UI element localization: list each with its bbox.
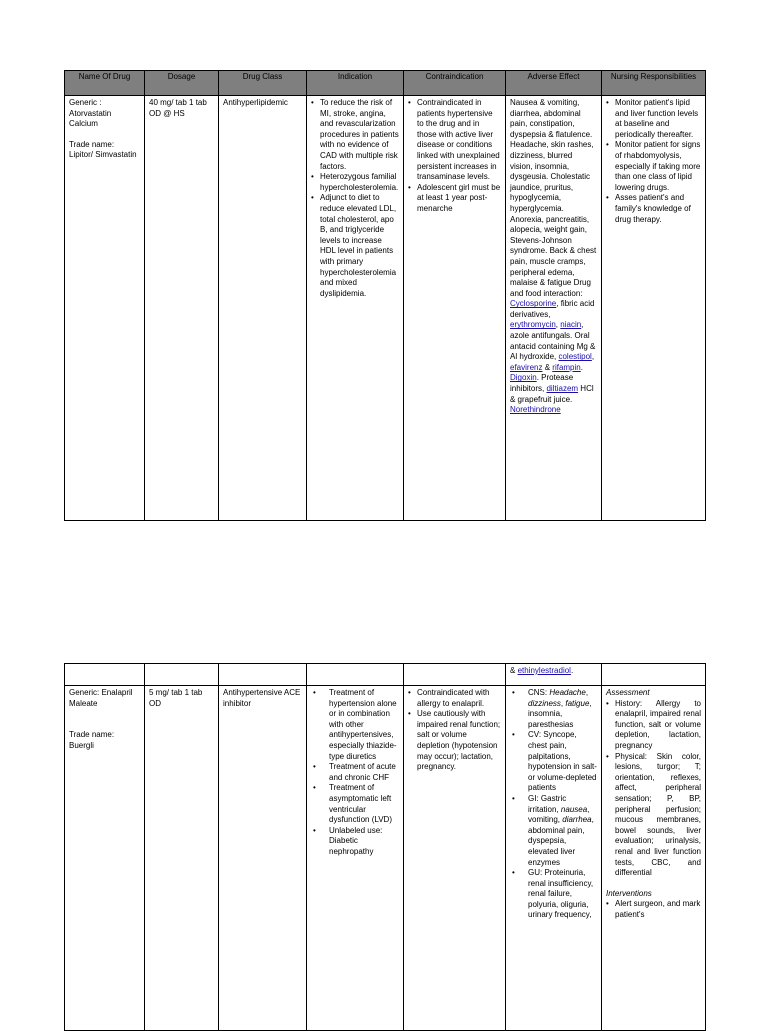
list-item: • CV: Syncope, chest pain, palpitations, hypotension in salt- or volume-depleted patients: [528, 730, 597, 794]
continuation-row: [65, 664, 706, 686]
list-item: • Monitor patient's lipid and liver function levels at baseline and periodically thereafter.: [615, 98, 701, 140]
adverse-text: , azole antifungals. Oral antacid containing Mg & Al hydroxide,: [510, 320, 596, 362]
link-rifampin[interactable]: rifampin: [552, 362, 581, 372]
table-row: [65, 686, 706, 1031]
cell-adverse-effect: [506, 686, 602, 1031]
link-niacin[interactable]: niacin: [560, 320, 582, 330]
adverse-text: CNS:: [528, 688, 548, 697]
header-indication: Indication: [307, 71, 404, 96]
list-item: • Contraindicated with allergy to enalapril.: [417, 688, 501, 709]
header-name-of-drug: Name Of Drug: [65, 71, 145, 96]
adverse-text: &: [544, 362, 551, 372]
header-nursing-responsibilities: Nursing Responsibilities: [602, 71, 706, 96]
empty-cell: [404, 664, 506, 686]
list-item: • Unlabeled use: Diabetic nephropathy: [329, 826, 399, 858]
adverse-text: Nausea & vomiting, diarrhea, abdominal pain, constipation, dyspepsia & flatulence. Headache, skin rashes, dizziness, blurred vision, insomnia, dysgeusia. Cholestatic jaundice, pruritus, hypoglycemia, hyperglycemia. Anorexia, pancreatitis, alopecia, weight gain, Stevens-Johnson syndrome. Back & chest pain, muscle cramps, peripheral edema, malaise & fatigue Drug and food interaction:: [510, 98, 597, 298]
link-norethindrone[interactable]: Norethindrone: [510, 405, 561, 415]
adverse-text: , vomiting,: [528, 804, 590, 825]
adverse-text: . Protease inhibitors,: [510, 373, 574, 394]
cell-drug-class: Antihyperlipidemic: [219, 96, 307, 521]
cell-dosage: 5 mg/ tab 1 tab OD: [145, 686, 219, 1031]
empty-cell: [145, 664, 219, 686]
link-ethinylestradiol[interactable]: ethinylestradiol: [517, 666, 571, 675]
cell-nursing: [602, 96, 706, 521]
list-item: • Asses patient's and family's knowledge of drug therapy.: [615, 193, 701, 225]
empty-cell: [307, 664, 404, 686]
adverse-text: ,: [560, 698, 564, 708]
list-item: • Use cautiously with impaired renal function; salt or volume depletion (hypotension may occur); lactation, pregnancy.: [417, 709, 501, 773]
adverse-text: nausea: [560, 804, 588, 814]
list-item: • Adjunct to diet to reduce elevated LDL, total cholesterol, apo B, and triglyceride levels to increase HDL level in patients with primary hypercholesterolemia and mixed dyslipidemia.: [320, 193, 399, 299]
adverse-text: , fibric acid derivatives,: [510, 299, 595, 319]
list-item: • Monitor patient for signs of rhabdomyolysis, especially if taking more than one class of lipid lowering drugs.: [615, 140, 701, 193]
cell-drug-name: [65, 96, 145, 521]
link-digoxin[interactable]: Digoxin: [510, 373, 537, 383]
list-item: • Heterozygous familial hypercholesterolemia.: [320, 172, 399, 193]
link-colestipol[interactable]: colestipol: [558, 352, 592, 362]
list-item: • Treatment of hypertension alone or in combination with other antihypertensives, especially thiazide-type diuretics: [329, 688, 399, 762]
cell-indication: [307, 686, 404, 1031]
header-contraindication: Contraindication: [404, 71, 506, 96]
adverse-text: HCl & grapefruit juice.: [510, 384, 594, 404]
table-header-row: [65, 71, 706, 96]
adverse-text: , insomnia, paresthesias: [528, 698, 592, 729]
link-efavirenz[interactable]: efavirenz: [510, 362, 543, 372]
list-item: • Treatment of acute and chronic CHF: [329, 762, 399, 783]
empty-cell: [602, 664, 706, 686]
list-item: • Adolescent girl must be at least 1 year post-menarche: [417, 183, 501, 215]
cell-contraindication: [404, 96, 506, 521]
adverse-text: .: [580, 362, 583, 372]
adverse-text: fatigue: [565, 698, 590, 708]
trade-name: Trade name: Lipitor/ Simvastatin: [69, 139, 137, 160]
table-row: [65, 96, 706, 521]
assessment-heading: Assessment: [606, 688, 650, 697]
adverse-text: GI: Gastric irritation,: [528, 793, 567, 814]
list-item: • GU: Proteinuria, renal insufficiency, renal failure, polyuria, oliguria, urinary frequency,: [528, 868, 597, 921]
list-item: • Treatment of asymptomatic left ventricular dysfunction (LVD): [329, 783, 399, 825]
adverse-text: ,: [555, 320, 559, 330]
cell-drug-name: [65, 686, 145, 1031]
generic-name: Generic : Atorvastatin Calcium: [69, 98, 112, 129]
list-item: • Physical: Skin color, lesions, turgor; T; orientation, reflexes, affect, peripheral sensation; P, BP, peripheral perfusion; mucous membranes, bowel sounds, liver evaluation; urinalysis, renal and liver function tests, CBC, and differential: [615, 752, 701, 879]
cell-dosage: 40 mg/ tab 1 tab OD @ HS: [145, 96, 219, 521]
cell-adverse-effect: [506, 96, 602, 521]
list-item: • To reduce the risk of MI, stroke, angina, and revascularization procedures in patients with no evidence of CAD with multiple risk factors.: [320, 98, 399, 172]
link-cyclosporine[interactable]: Cyclosporine: [510, 299, 557, 309]
adverse-text: ,: [591, 352, 595, 362]
link-diltiazem[interactable]: diltiazem: [546, 384, 579, 394]
adverse-text: ,: [585, 688, 589, 697]
drug-table-atorvastatin: [64, 70, 706, 521]
cell-nursing: [602, 686, 706, 1031]
adverse-text: &: [510, 666, 516, 675]
list-item: • Alert surgeon, and mark patient's: [615, 899, 701, 920]
empty-cell: [219, 664, 307, 686]
adverse-text: Headache: [549, 688, 586, 697]
header-dosage: Dosage: [145, 71, 219, 96]
header-adverse-effect: Adverse Effect: [506, 71, 602, 96]
drug-table-enalapril: [64, 663, 706, 1031]
empty-cell: [65, 664, 145, 686]
cell-drug-class: Antihypertensive ACE inhibitor: [219, 686, 307, 1031]
link-erythromycin[interactable]: erythromycin: [510, 320, 556, 330]
cell-contraindication: [404, 686, 506, 1031]
header-drug-class: Drug Class: [219, 71, 307, 96]
generic-name: Generic: Enalapril Maleate: [69, 688, 133, 708]
adverse-text: , abdominal pain, dyspepsia, elevated liver enzymes: [528, 815, 594, 867]
cell-adverse-continuation: [506, 664, 602, 686]
list-item: • Contraindicated in patients hypertensive to the drug and in those with active liver disease or conditions linked with unexplained persistent increases in transaminase levels.: [417, 98, 501, 183]
cell-indication: [307, 96, 404, 521]
adverse-text: dizziness: [528, 698, 561, 708]
list-item: [528, 794, 597, 868]
adverse-text: diarrhea: [562, 815, 592, 825]
list-item: • History: Allergy to enalapril, impaired renal function, salt or volume depletion, lactation, pregnancy: [615, 699, 701, 752]
interventions-heading: Interventions: [606, 888, 652, 898]
list-item: [528, 688, 597, 730]
trade-name: Trade name: Buergli: [69, 730, 115, 750]
adverse-text: .: [570, 666, 574, 675]
